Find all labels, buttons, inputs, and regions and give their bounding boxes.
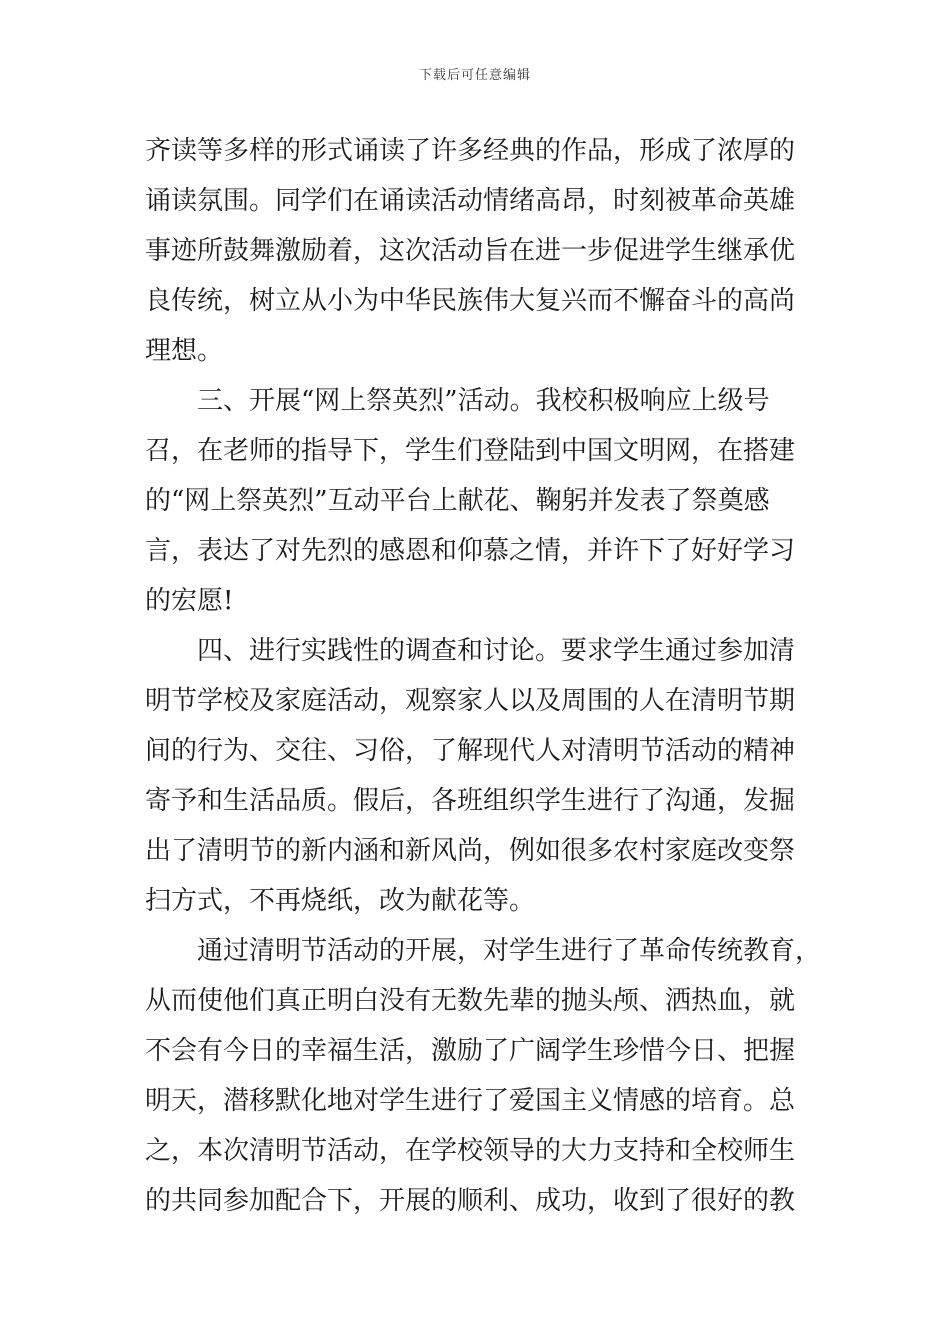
text-line: 召，在老师的指导下，学生们登陆到中国文明网，在搭建 <box>145 436 796 466</box>
paragraph-4 <box>145 926 822 1226</box>
text-line: 三、开展“网上祭英烈”活动。我校积极响应上级号 <box>197 386 770 416</box>
text-line: 寄予和生活品质。假后，各班组织学生进行了沟通，发掘 <box>145 786 796 816</box>
paragraph-1 <box>145 126 810 376</box>
text-line: 的宏愿! <box>145 586 234 616</box>
text-line: 明天，潜移默化地对学生进行了爱国主义情感的培育。总 <box>145 1086 796 1116</box>
text-line: 事迹所鼓舞激励着，这次活动旨在进一步促进学生继承优 <box>145 236 796 266</box>
page-header: 下载后可任意编辑 <box>418 68 531 83</box>
text-line: 之，本次清明节活动，在学校领导的大力支持和全校师生 <box>145 1136 796 1166</box>
text-line: 出了清明节的新内涵和新风尚，例如很多农村家庭改变祭 <box>145 836 796 866</box>
text-line: 良传统，树立从小为中华民族伟大复兴而不懈奋斗的高尚 <box>145 286 796 316</box>
text-line: 理想。 <box>145 336 224 366</box>
text-line: 明节学校及家庭活动，观察家人以及周围的人在清明节期 <box>145 686 796 716</box>
text-line: 通过清明节活动的开展，对学生进行了革命传统教育， <box>197 936 822 966</box>
paragraph-2 <box>145 376 810 626</box>
text-line: 从而使他们真正明白没有无数先辈的抛头颅、洒热血，就 <box>145 986 796 1016</box>
text-line: 四、进行实践性的调查和讨论。要求学生通过参加清 <box>197 636 796 666</box>
text-line: 的共同参加配合下，开展的顺利、成功，收到了很好的教 <box>145 1186 796 1216</box>
text-line: 不会有今日的幸福生活，激励了广阔学生珍惜今日、把握 <box>145 1036 796 1066</box>
text-line: 齐读等多样的形式诵读了许多经典的作品，形成了浓厚的 <box>145 136 796 166</box>
document-body <box>145 126 822 1226</box>
text-line: 的“网上祭英烈”互动平台上献花、鞠躬并发表了祭奠感 <box>145 486 770 516</box>
text-line: 扫方式，不再烧纸，改为献花等。 <box>145 886 536 916</box>
paragraph-3 <box>145 626 810 926</box>
text-line: 诵读氛围。同学们在诵读活动情绪高昂，时刻被革命英雄 <box>145 186 796 216</box>
text-line: 言，表达了对先烈的感恩和仰慕之情，并许下了好好学习 <box>145 536 796 566</box>
text-line: 间的行为、交往、习俗，了解现代人对清明节活动的精神 <box>145 736 796 766</box>
